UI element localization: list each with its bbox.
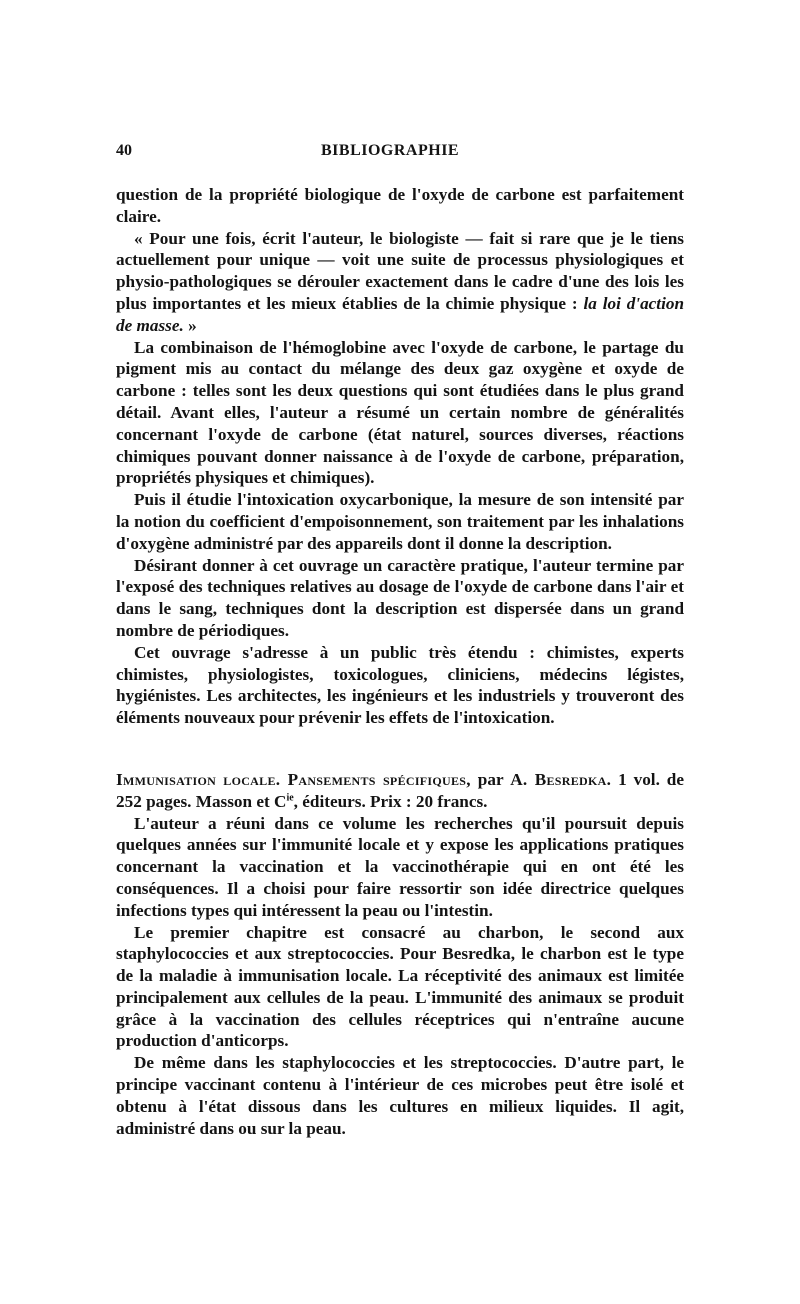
page-header [116, 142, 684, 170]
review2-publication-sup: ie [286, 791, 294, 803]
review2-by: par [470, 769, 511, 789]
review1-quote-paragraph [116, 228, 684, 337]
review1-paragraph-3: La combinaison de l'hémoglobine avec l'oxyde de carbone, le partage du pigment mis au contact du mélange des deux gaz oxygène et oxyde de carbone : telles sont les deux questions qui sont étudiées dans le plus grand détail. Avant elles, l'auteur a résumé un certain nombre de généralités concernant l'oxyde de carbone (état naturel, sources diverses, réactions chimiques pouvant donner naissance à de l'oxyde de carbone, préparation, propriétés physiques et chimiques). [116, 337, 684, 488]
review1-paragraph-1: question de la propriété biologique de l'oxyde de carbone est parfaitement claire. [116, 185, 684, 226]
review2-paragraph-2: Le premier chapitre est consacré au charbon, le second aux staphylococcies et aux streptococcies. Pour Besredka, le charbon est le type de la maladie à immunisation locale. La réceptivité des animaux est limitée principalement aux cellules de la peau. L'immunité des animaux se produit grâce à la vaccination des cellules réceptrices qui n'entraîne aucune production d'anticorps. [116, 922, 684, 1051]
review2-publication-end: , éditeurs. Prix : 20 francs. [293, 791, 488, 811]
review2-publication: 1 vol. de 252 pages. Masson et C [116, 769, 684, 811]
review1-paragraph-6: Cet ouvrage s'adresse à un public très étendu : chimistes, experts chimistes, physiologistes, toxicologues, cliniciens, médecins légistes, hygiénistes. Les architectes, les ingénieurs et les industriels y trouveront des éléments nouveaux pour prévenir les effets de l'intoxication. [116, 642, 684, 728]
review2-book-title: Immunisation locale. Pansements spécifiques, [116, 769, 471, 789]
page-number: 40 [116, 142, 132, 159]
review1-paragraph-5: Désirant donner à cet ouvrage un caractère pratique, l'auteur termine par l'exposé des techniques relatives au dosage de l'oxyde de carbone dans l'air et dans le sang, techniques dont la description est dispersée dans un grand nombre de périodiques. [116, 555, 684, 640]
review2-paragraph-3: De même dans les staphylococcies et les streptococcies. D'autre part, le principe vaccinant contenu à l'intérieur de ces microbes peut être isolé et obtenu à l'état dissous dans les cultures en milieux liquides. Il agit, administré dans ou sur la peau. [116, 1053, 684, 1138]
quote-italic-law: la loi d'action de masse. [116, 293, 685, 335]
quote-close: » [183, 315, 197, 335]
page-body [116, 184, 684, 1139]
section-gap [116, 729, 684, 769]
review2-paragraph-1: L'auteur a réuni dans ce volume les recherches qu'il poursuit depuis quelques années sur l'immunité locale et y expose les applications pratiques concernant la vaccination et la vaccinothérapie qui en ont été les conséquences. Il a choisi pour faire ressortir son idée directrice quelques infections types qui intéressent la peau ou l'intestin. [116, 813, 684, 920]
book-page [116, 142, 684, 1139]
review1-paragraph-4: Puis il étudie l'intoxication oxycarbonique, la mesure de son intensité par la notion du coefficient d'empoisonnement, son traitement par les inhalations d'oxygène administré par des appareils dont il donne la description. [116, 490, 684, 553]
quote-text: « Pour une fois, écrit l'auteur, le biologiste — fait si rare que je le tiens actuellement pour unique — voit une suite de processus physiologiques et physio-pathologiques se dérouler exactement dans le cadre d'une des lois les plus importantes et les mieux établies de la chimie physique : [116, 228, 684, 313]
review2-author: A. Besredka. [510, 769, 612, 789]
running-title: BIBLIOGRAPHIE [321, 142, 460, 159]
review2-citation [116, 769, 684, 813]
